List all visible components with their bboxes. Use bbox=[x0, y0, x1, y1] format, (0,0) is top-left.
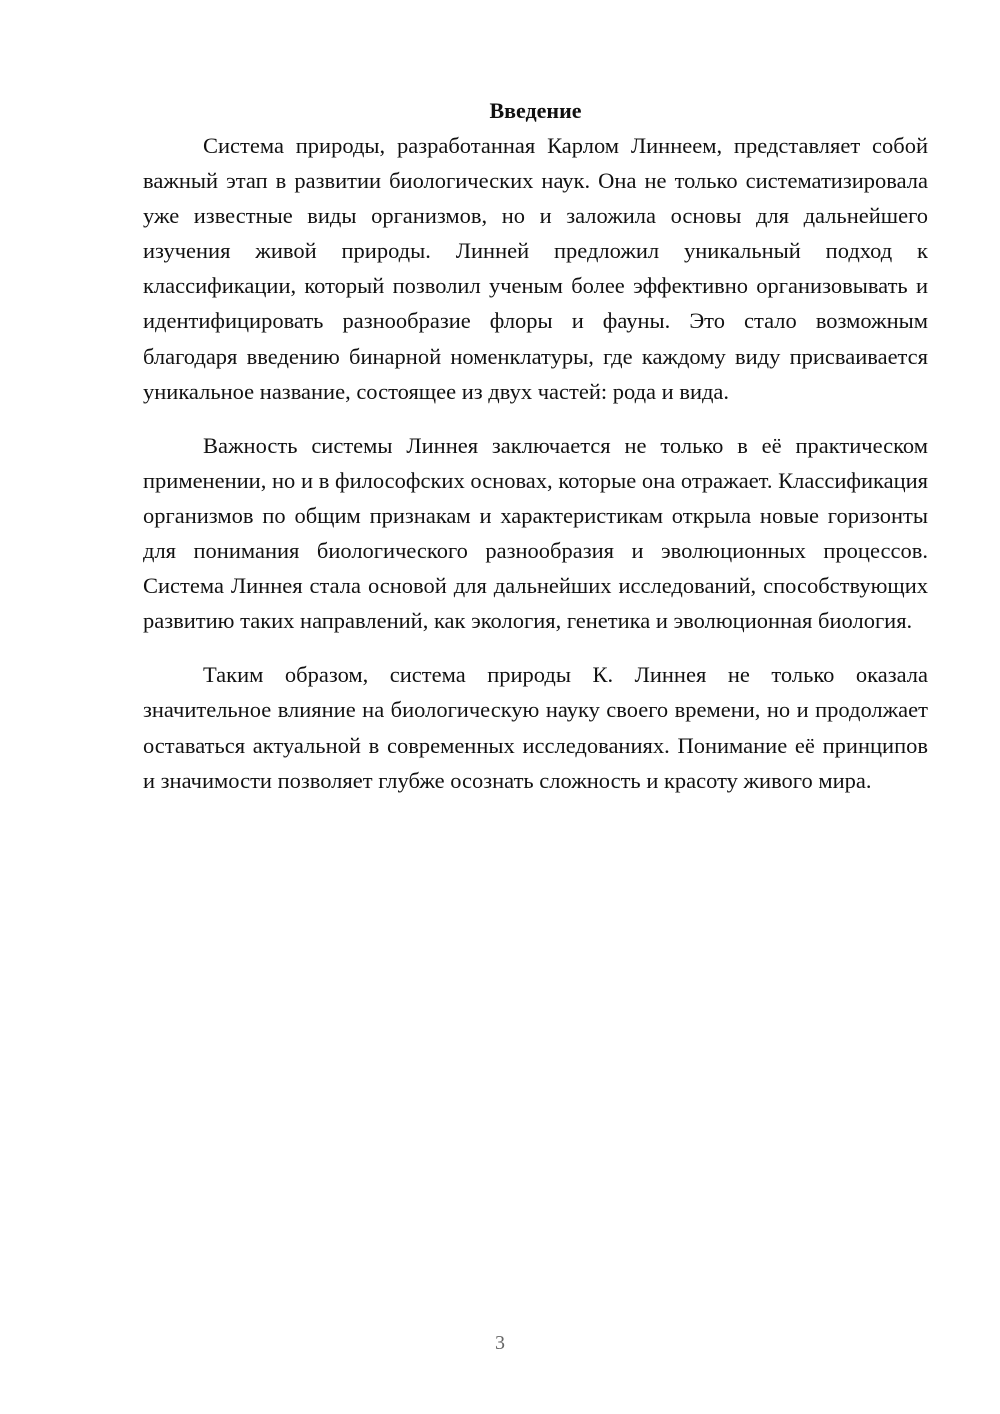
paragraph-1: Система природы, разработанная Карлом Линнеем, представляет собой важный этап в развитии биологических наук. Она не только систематизировала уже известные виды организмов, но и заложила основы для дальнейшего изучения живой природы. Линней предложил уникальный подход к классификации, который позволил ученым более эффективно организовывать и идентифицировать разнообразие флоры и фауны. Это стало возможным благодаря введению бинарной номенклатуры, где каждому виду присваивается уникальное название, состоящее из двух частей: рода и вида. bbox=[143, 133, 928, 404]
page-content bbox=[143, 94, 928, 817]
paragraph-2: Важность системы Линнея заключается не только в её практическом применении, но и в философских основах, которые она отражает. Классификация организмов по общим признакам и характеристикам открыла новые горизонты для понимания биологического разнообразия и эволюционных процессов. Система Линнея стала основой для дальнейших исследований, способствующих развитию таких направлений, как экология, генетика и эволюционная биология. bbox=[143, 432, 928, 634]
section-heading: Введение bbox=[489, 98, 582, 123]
page-number: 3 bbox=[495, 1332, 505, 1354]
paragraph-3: Таким образом, система природы К. Линнея не только оказала значительное влияние на биологическую науку своего времени, но и продолжает оставаться актуальной в современных исследованиях. Понимание её принципов и значимости позволяет глубже осознать сложность и красоту живого мира. bbox=[143, 662, 928, 793]
